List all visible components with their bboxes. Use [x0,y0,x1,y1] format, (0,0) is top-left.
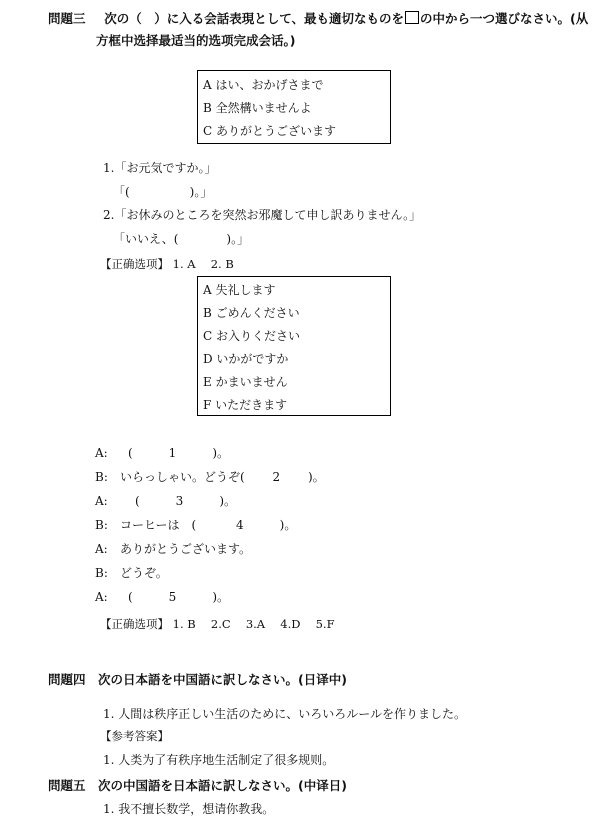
q3-item-2-reply: 「いいえ、( )。」 [113,232,250,246]
q4-reference-answer: 1. 人类为了有秩序地生活制定了很多规则。 [103,753,335,767]
speaker: B: [95,518,108,532]
option-item: D いかがですか [203,352,289,366]
q3-instruction-line2: 方框中选择最适当的选项完成会话。) [96,33,296,48]
speaker: A: [95,446,108,460]
q3-answer-1 [100,256,234,272]
q4-reference-label: 【参考答案】 [100,729,169,743]
q5-heading: 問題五 次の中国語を日本語に訳しなさい。(中译日) [48,778,347,793]
dialogue-text: ありがとうございます。 [120,542,252,556]
dialogue-text: ( 5 )。 [128,590,229,604]
q3-instruction-part2: の中から一つ選びなさい。(从 [420,11,589,26]
dialogue-line [95,516,296,533]
dialogue-line [95,444,229,461]
q3-option-box-1 [197,70,391,144]
q3-heading [48,9,588,27]
dialogue-text: ( 1 )。 [128,446,229,460]
dialogue-text: どうぞ。 [120,566,168,580]
dialogue-line [95,588,229,605]
dialogue-text: コーヒーは ( 4 )。 [120,518,297,532]
q3-instruction-part1: 次の（ ）に入る会話表現として、最も適切なものを [104,11,404,26]
option-item: B 全然構いませんよ [203,101,312,115]
option-item: F いただきます [203,398,288,412]
option-item: A 失礼します [203,283,276,297]
dialogue-line [95,564,168,581]
answer-values: 1. B 2.C 3.A 4.D 5.F [172,617,335,631]
speaker: A: [95,494,108,508]
dialogue-text: いらっしゃい。どうぞ( 2 )。 [120,470,325,484]
dialogue-line [95,540,251,557]
speaker: B: [95,470,108,484]
option-item: C お入りください [203,329,300,343]
dialogue-line [95,468,325,485]
q4-item-1: 1. 人間は秩序正しい生活のために、いろいろルールを作りました。 [103,707,467,721]
dialogue-text: ( 3 )。 [135,494,236,508]
q4-heading: 問題四 次の日本語を中国語に訳しなさい。(日译中) [48,672,347,687]
option-item: E かまいません [203,375,288,389]
speaker: A: [95,542,108,556]
speaker: B: [95,566,108,580]
answer-label: 【正确选项】 [100,617,169,631]
q3-answer-2 [100,616,335,632]
answer-label: 【正确选项】 [100,257,169,271]
q5-item-1: 1. 我不擅长数学，想请你教我。 [103,802,275,816]
q3-number: 問題三 [48,11,86,26]
dialogue-line [95,492,236,509]
option-item: C ありがとうございます [203,124,336,138]
q3-item-1-reply: 「( )。」 [113,185,213,199]
square-box-icon [405,11,419,24]
q3-item-2: 2.「お休みのところを突然お邪魔して申し訳ありません。」 [103,208,422,222]
option-item: B ごめんください [203,306,300,320]
answer-values: 1. A 2. B [172,257,234,271]
q3-option-box-2 [197,276,391,416]
option-item: A はい、おかげさまで [203,78,324,92]
q3-item-1: 1.「お元気ですか。」 [103,161,217,175]
speaker: A: [95,590,108,604]
